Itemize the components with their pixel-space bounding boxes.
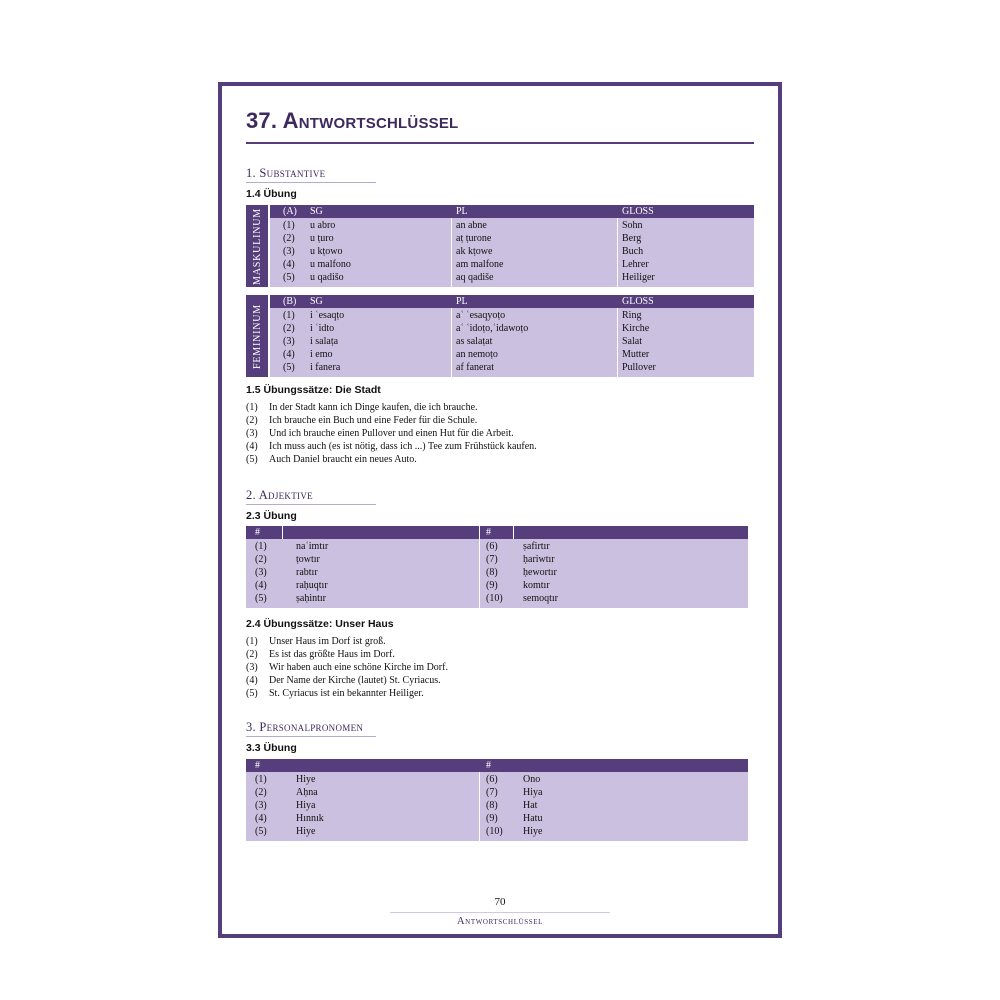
gloss-cell: Sohn <box>622 220 643 231</box>
table-row <box>246 812 748 825</box>
exercise-title-2-4: 2.4 Übungssätze: Unser Haus <box>246 618 394 630</box>
answer-cell: rabtır <box>296 567 318 578</box>
table-row <box>270 245 754 258</box>
table-body <box>270 308 754 377</box>
answer-cell: raḥuqtır <box>296 580 328 591</box>
row-number: (1) <box>283 310 295 321</box>
item-number: (5) <box>246 454 258 465</box>
row-number: (6) <box>486 541 498 552</box>
chapter-title: 37. Antwortschlüssel <box>246 108 458 134</box>
list-item <box>246 401 754 414</box>
row-number: (4) <box>255 580 267 591</box>
gloss-cell: Kirche <box>622 323 650 334</box>
table-row <box>270 335 754 348</box>
plural-cell: aṭ ṭurone <box>456 233 492 244</box>
singular-cell: u kṭowo <box>310 246 343 257</box>
table-row <box>270 348 754 361</box>
header-cell: # <box>255 760 260 771</box>
table-row <box>246 786 748 799</box>
table-row <box>246 553 748 566</box>
table-row <box>270 309 754 322</box>
row-number: (1) <box>283 220 295 231</box>
singular-cell: u ṭuro <box>310 233 334 244</box>
answer-cell: ḥewortır <box>523 567 557 578</box>
item-number: (1) <box>246 402 258 413</box>
table-header <box>246 759 748 772</box>
exercise-title-1-5: 1.5 Übungssätze: Die Stadt <box>246 384 381 396</box>
list-item <box>246 635 754 648</box>
row-number: (3) <box>283 246 295 257</box>
singular-cell: i emo <box>310 349 333 360</box>
sentence-list-1-5 <box>246 401 754 466</box>
singular-cell: u abro <box>310 220 336 231</box>
row-number: (5) <box>283 272 295 283</box>
header-cell: (B) <box>283 296 297 307</box>
page-number: 70 <box>494 896 506 908</box>
section-title-adjektive: 2. Adjektive <box>246 488 313 503</box>
answer-cell: Hiye <box>296 826 316 837</box>
masculine-noun-table <box>246 205 754 287</box>
item-number: (4) <box>246 441 258 452</box>
table-row <box>270 219 754 232</box>
row-number: (2) <box>255 554 267 565</box>
table-body <box>246 772 748 841</box>
list-item <box>246 674 754 687</box>
section-underline <box>246 736 376 737</box>
table-header <box>270 205 754 218</box>
gloss-cell: Salat <box>622 336 642 347</box>
item-number: (4) <box>246 675 258 686</box>
row-number: (3) <box>255 567 267 578</box>
answer-cell: semoqtır <box>523 593 558 604</box>
answer-cell: Hiya <box>296 800 316 811</box>
answer-cell: komtır <box>523 580 550 591</box>
answer-cell: Hiye <box>296 774 316 785</box>
table-row <box>246 540 748 553</box>
row-number: (2) <box>255 787 267 798</box>
column-divider <box>479 526 480 539</box>
answer-cell: Hınnık <box>296 813 324 824</box>
running-footer-title: Antwortschlüssel <box>457 916 543 927</box>
item-text: Ich muss auch (es ist nötig, dass ich ...) Tee zum Frühstück kaufen. <box>269 441 537 452</box>
gloss-cell: Mutter <box>622 349 650 360</box>
plural-cell: aq qadiše <box>456 272 494 283</box>
plural-cell: an abne <box>456 220 487 231</box>
row-number: (3) <box>283 336 295 347</box>
header-cell: # <box>486 527 491 538</box>
row-number: (9) <box>486 580 498 591</box>
table-row <box>270 271 754 284</box>
row-number: (4) <box>283 259 295 270</box>
row-number: (5) <box>255 826 267 837</box>
table-row <box>246 566 748 579</box>
column-divider <box>282 526 283 539</box>
row-number: (10) <box>486 593 503 604</box>
answer-cell: ṣafirtır <box>523 541 550 552</box>
plural-cell: af fanerat <box>456 362 495 373</box>
item-text: Und ich brauche einen Pullover und einen Hut für die Arbeit. <box>269 428 514 439</box>
book-page <box>218 82 782 938</box>
singular-cell: i ʿesaqṭo <box>310 310 345 321</box>
item-number: (2) <box>246 415 258 426</box>
column-divider <box>513 526 514 539</box>
item-text: Wir haben auch eine schöne Kirche im Dorf. <box>269 662 448 673</box>
row-number: (2) <box>283 233 295 244</box>
row-number: (4) <box>255 813 267 824</box>
gloss-cell: Pullover <box>622 362 656 373</box>
list-item <box>246 453 754 466</box>
answer-cell: ṭowtır <box>296 554 320 565</box>
exercise-title-3-3: 3.3 Übung <box>246 742 297 754</box>
list-item <box>246 687 754 700</box>
section-title-substantive: 1. Substantive <box>246 166 325 181</box>
section-underline <box>246 182 376 183</box>
row-number: (8) <box>486 800 498 811</box>
table-row <box>270 232 754 245</box>
answer-cell: Ono <box>523 774 541 785</box>
item-number: (2) <box>246 649 258 660</box>
plural-cell: ak kṭowe <box>456 246 493 257</box>
table-row <box>246 592 748 605</box>
section-underline <box>246 504 376 505</box>
item-text: Ich brauche ein Buch und eine Feder für die Schule. <box>269 415 478 426</box>
row-number: (1) <box>255 774 267 785</box>
header-cell: SG <box>310 206 323 217</box>
table-row <box>270 361 754 374</box>
masculine-side-label: MASKULINUM <box>246 205 268 287</box>
table-body <box>246 539 748 608</box>
header-cell: GLOSS <box>622 296 654 307</box>
answer-cell: naʿimtır <box>296 541 329 552</box>
table-header <box>270 295 754 308</box>
item-number: (3) <box>246 428 258 439</box>
feminine-noun-table <box>246 295 754 377</box>
singular-cell: i fanera <box>310 362 341 373</box>
list-item <box>246 648 754 661</box>
answer-cell: Hiya <box>523 787 543 798</box>
table-row <box>246 825 748 838</box>
list-item <box>246 414 754 427</box>
gloss-cell: Ring <box>622 310 642 321</box>
singular-cell: i ʿidto <box>310 323 335 334</box>
header-cell: (A) <box>283 206 297 217</box>
row-number: (2) <box>283 323 295 334</box>
singular-cell: u malfono <box>310 259 351 270</box>
section-title-personalpronomen: 3. Personalpronomen <box>246 720 363 735</box>
chapter-title-underline <box>246 142 754 144</box>
list-item <box>246 427 754 440</box>
item-text: Es ist das größte Haus im Dorf. <box>269 649 395 660</box>
item-number: (5) <box>246 688 258 699</box>
table-row <box>246 579 748 592</box>
item-number: (1) <box>246 636 258 647</box>
feminine-side-label: FEMININUM <box>246 295 268 377</box>
list-item <box>246 440 754 453</box>
footer-divider <box>390 912 610 913</box>
header-cell: PL <box>456 296 468 307</box>
row-number: (8) <box>486 567 498 578</box>
row-number: (7) <box>486 554 498 565</box>
answer-cell: Aḥna <box>296 787 318 798</box>
row-number: (9) <box>486 813 498 824</box>
row-number: (4) <box>283 349 295 360</box>
row-number: (3) <box>255 800 267 811</box>
header-cell: # <box>486 760 491 771</box>
answer-cell: Hiye <box>523 826 543 837</box>
singular-cell: u qadišo <box>310 272 344 283</box>
exercise-title-1-4: 1.4 Übung <box>246 188 297 200</box>
item-text: Auch Daniel braucht ein neues Auto. <box>269 454 417 465</box>
table-body <box>270 218 754 287</box>
gloss-cell: Berg <box>622 233 642 244</box>
item-text: In der Stadt kann ich Dinge kaufen, die ich brauche. <box>269 402 478 413</box>
row-number: (6) <box>486 774 498 785</box>
row-number: (7) <box>486 787 498 798</box>
table-row <box>246 773 748 786</box>
item-number: (3) <box>246 662 258 673</box>
gloss-cell: Heiliger <box>622 272 655 283</box>
answer-cell: Hatu <box>523 813 543 824</box>
plural-cell: as salaṭat <box>456 336 493 347</box>
item-text: Unser Haus im Dorf ist groß. <box>269 636 386 647</box>
list-item <box>246 661 754 674</box>
item-text: Der Name der Kirche (lautet) St. Cyriacus. <box>269 675 441 686</box>
gloss-cell: Buch <box>622 246 644 257</box>
header-cell: PL <box>456 206 468 217</box>
header-cell: GLOSS <box>622 206 654 217</box>
plural-cell: am malfone <box>456 259 504 270</box>
header-cell: # <box>255 527 260 538</box>
sentence-list-2-4 <box>246 635 754 700</box>
row-number: (5) <box>255 593 267 604</box>
row-number: (5) <box>283 362 295 373</box>
table-row <box>270 258 754 271</box>
plural-cell: an nemoṭo <box>456 349 498 360</box>
header-cell: SG <box>310 296 323 307</box>
plural-cell: aʿ ʿesaqyoṭo <box>456 310 506 321</box>
exercise-title-2-3: 2.3 Übung <box>246 510 297 522</box>
answer-cell: ṣaḥintır <box>296 593 326 604</box>
row-number: (10) <box>486 826 503 837</box>
gloss-cell: Lehrer <box>622 259 649 270</box>
answer-cell: Hat <box>523 800 538 811</box>
answer-cell: ḥariwtır <box>523 554 555 565</box>
table-header <box>246 526 748 539</box>
item-text: St. Cyriacus ist ein bekannter Heiliger. <box>269 688 424 699</box>
table-row <box>270 322 754 335</box>
plural-cell: aʿ ʿidoṭo,ʿidawoṭo <box>456 323 529 334</box>
row-number: (1) <box>255 541 267 552</box>
table-row <box>246 799 748 812</box>
singular-cell: i salaṭa <box>310 336 339 347</box>
